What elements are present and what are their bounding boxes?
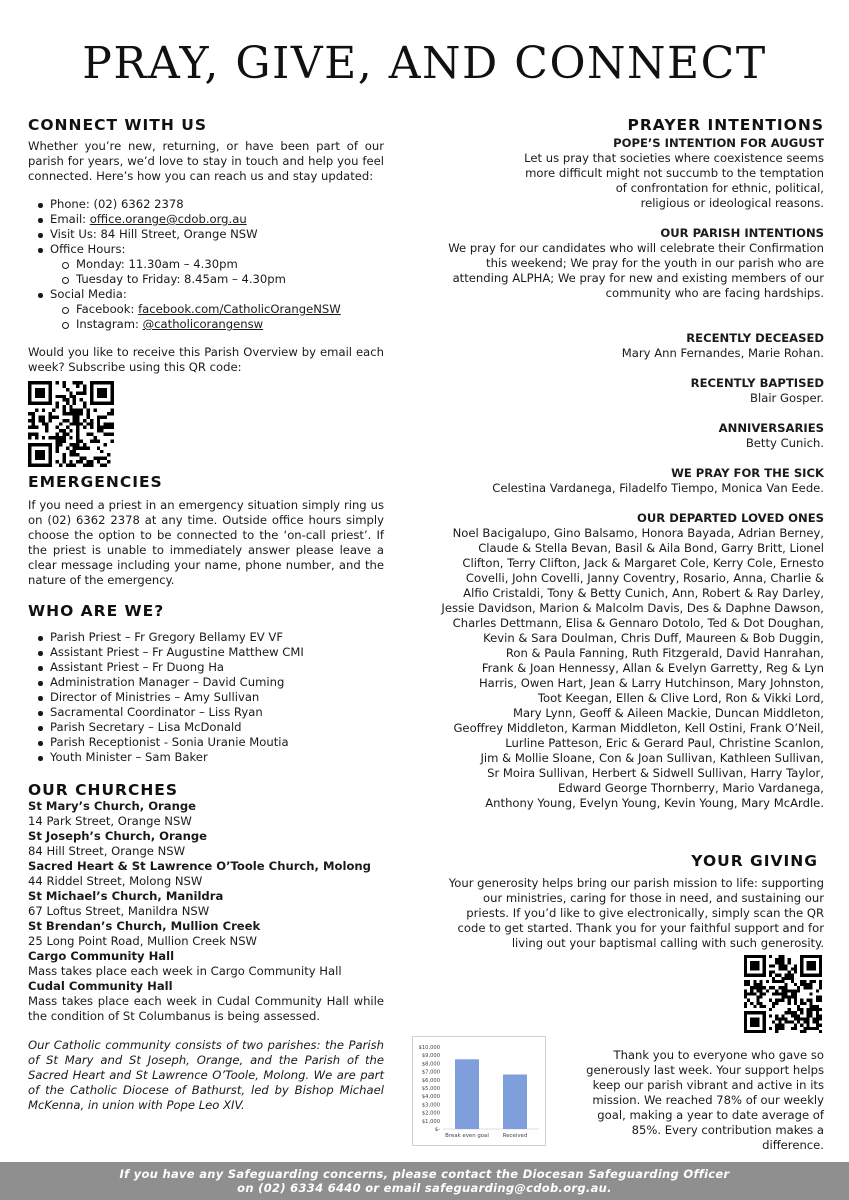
staff-item: Assistant Priest – Fr Duong Ha: [36, 660, 384, 675]
parish-line: We pray for our candidates who will celebrate their Confirmation: [448, 241, 824, 255]
departed-line: Noel Bacigalupo, Gino Balsamo, Honora Bayada, Adrian Berney,: [452, 526, 824, 540]
staff-list: [36, 630, 384, 765]
church-name: St Michael’s Church, Manildra: [28, 889, 224, 903]
giving-qr-code[interactable]: [744, 955, 822, 1033]
bar-received: [503, 1074, 527, 1129]
departed-line: Ron & Paula Fanning, Ruth Fitzgerald, David Hanrahan,: [505, 646, 824, 660]
emergencies-text: If you need a priest in an emergency situation simply ring us on (02) 6362 2378 at any time. Outside office hours simply choose the option to be connected to the ‘on-call priest’. If the priest is unable to immediately answer please leave a clear message including your name, phone number, and the nature of the emergency.: [28, 498, 384, 587]
pope-line: of confrontation for ethnic, political,: [615, 181, 824, 195]
safeguarding-footer: [0, 1162, 849, 1200]
staff-item: Parish Priest – Fr Gregory Bellamy EV VF: [36, 630, 384, 645]
y-tick-label: $1,000: [421, 1118, 440, 1125]
departed-line: Clifton, Terry Clifton, Jack & Margaret Cole, Kerry Cole, Ernesto: [462, 556, 824, 570]
facebook-label: Facebook:: [76, 302, 139, 316]
departed-line: Edward George Thornberry, Mario Vardanega,: [558, 781, 824, 795]
church-name: Cudal Community Hall: [28, 979, 173, 993]
instagram-link[interactable]: @catholicorangensw: [142, 317, 264, 331]
thanks-line: difference.: [762, 1138, 824, 1152]
anniversaries-heading: ANNIVERSARIES: [718, 421, 824, 435]
church-name: Cargo Community Hall: [28, 949, 175, 963]
departed-line: Lurline Patteson, Eric & Gerard Paul, Christine Scanlon,: [505, 736, 824, 750]
parish-line: community who are facing hardships.: [605, 286, 824, 300]
giving-line: priests. If you’d like to give electronically, simply scan the QR: [466, 906, 824, 920]
social-label: Social Media:: [50, 287, 127, 301]
departed-line: Mary Lynn, Geoff & Aileen Mackie, Duncan Middleton,: [512, 706, 824, 720]
left-column: [28, 116, 384, 1113]
hours-weekdays: Tuesday to Friday: 8.45am – 4.30pm: [58, 272, 384, 287]
staff-item: Assistant Priest – Fr Augustine Matthew CMI: [36, 645, 384, 660]
y-tick-label: $-: [434, 1127, 440, 1133]
pope-line: Let us pray that societies where coexistence seems: [524, 151, 824, 165]
thanks-line: generously last week. Your support helps: [586, 1063, 824, 1077]
departed-line: Kevin & Sara Doulman, Chris Duff, Maureen & Bob Duggin,: [483, 631, 824, 645]
churches-heading: OUR CHURCHES: [28, 781, 179, 799]
departed-line: Geoffrey Middleton, Karman Middleton, Kell Ostini, Frank O’Neil,: [453, 721, 824, 735]
instagram-label: Instagram:: [76, 317, 143, 331]
footer-line: on (02) 6334 6440 or email safeguarding@cdob.org.au.: [237, 1181, 612, 1195]
thanks-line: goal, making a year to date average of: [597, 1108, 824, 1122]
giving-section: [420, 852, 824, 951]
thanks-line: mission. We reached 78% of our weekly: [592, 1093, 824, 1107]
departed-line: Sr Moira Sullivan, Herbert & Sidwell Sullivan, Harry Taylor,: [487, 766, 824, 780]
staff-item: Youth Minister – Sam Baker: [36, 750, 384, 765]
departed-list: [420, 526, 824, 811]
giving-text: [420, 876, 824, 951]
thanks-section: [568, 1048, 824, 1153]
departed-line: Alfio Cristaldi, Tony & Betty Cunich, Ann, Robert & Ray Darley,: [463, 586, 824, 600]
church-name: St Brendan’s Church, Mullion Creek: [28, 919, 261, 933]
parish-intentions-heading: OUR PARISH INTENTIONS: [660, 226, 824, 240]
prayer-heading: PRAYER INTENTIONS: [627, 116, 824, 134]
y-tick-label: $4,000: [421, 1094, 440, 1101]
contact-email: [36, 212, 384, 227]
pope-line: religious or ideological reasons.: [640, 196, 824, 210]
giving-chart-svg: [413, 1037, 545, 1145]
y-tick-label: $7,000: [421, 1069, 440, 1076]
baptised-names: Blair Gosper.: [750, 391, 824, 405]
thanks-line: 85%. Every contribution makes a: [631, 1123, 824, 1137]
subscribe-text: Would you like to receive this Parish Overview by email each week? Subscribe using this QR code:: [28, 345, 384, 374]
bar-break-even-goal: [455, 1059, 479, 1129]
subscribe-qr-code[interactable]: [28, 381, 114, 467]
parish-line: this weekend; We pray for the youth in our parish who are: [486, 256, 824, 270]
church-detail: 84 Hill Street, Orange NSW: [28, 844, 186, 858]
contact-list: [36, 197, 384, 332]
baptised-heading: RECENTLY BAPTISED: [690, 376, 824, 390]
departed-line: Harris, Owen Hart, Jean & Larry Hutchinson, Mary Johnston,: [478, 676, 824, 690]
instagram-item: [58, 317, 384, 332]
departed-line: Covelli, John Covelli, Janny Coventry, Rosario, Anna, Charlie &: [465, 571, 824, 585]
giving-chart: [412, 1036, 546, 1146]
giving-line: living out your baptismal calling with such generosity.: [511, 936, 824, 950]
connect-intro: Whether you’re new, returning, or have been part of our parish for years, we’d love to stay in touch and help you feel connected. Here’s how you can reach us and stay updated:: [28, 139, 384, 183]
giving-line: our ministries, caring for those in need, and sustaining our: [483, 891, 824, 905]
facebook-item: [58, 302, 384, 317]
departed-line: Jessie Davidson, Marion & Malcolm Davis, Des & Daphne Dawson,: [441, 601, 824, 615]
parish-line: attending ALPHA; We pray for new and existing members of our: [452, 271, 824, 285]
page-title: PRAY, GIVE, AND CONNECT: [82, 38, 767, 89]
church-detail: 67 Loftus Street, Manildra NSW: [28, 904, 210, 918]
departed-heading: OUR DEPARTED LOVED ONES: [637, 511, 824, 525]
deceased-names: Mary Ann Fernandes, Marie Rohan.: [621, 346, 824, 360]
thanks-line: Thank you to everyone who gave so: [613, 1048, 824, 1062]
departed-line: Anthony Young, Evelyn Young, Kevin Young, Mary McArdle.: [485, 796, 824, 810]
y-tick-label: $9,000: [421, 1053, 440, 1060]
church-list: [28, 799, 384, 1024]
x-tick-label: Received: [502, 1133, 528, 1139]
staff-item: Director of Ministries – Amy Sullivan: [36, 690, 384, 705]
church-detail: Mass takes place each week in Cargo Community Hall: [28, 964, 342, 978]
footer-line: If you have any Safeguarding concerns, please contact the Diocesan Safeguarding Officer: [119, 1167, 730, 1181]
right-column: [420, 116, 824, 811]
staff-item: Parish Secretary – Lisa McDonald: [36, 720, 384, 735]
emergencies-heading: EMERGENCIES: [28, 473, 163, 491]
church-name: St Joseph’s Church, Orange: [28, 829, 207, 843]
office-hours-label: Office Hours:: [50, 242, 126, 256]
staff-item: Administration Manager – David Cuming: [36, 675, 384, 690]
deceased-heading: RECENTLY DECEASED: [686, 331, 824, 345]
church-name: Sacred Heart & St Lawrence O’Toole Church, Molong: [28, 859, 371, 873]
staff-item: Parish Receptionist - Sonia Uranie Moutia: [36, 735, 384, 750]
who-heading: WHO ARE WE?: [28, 602, 165, 620]
giving-line: Your generosity helps bring our parish mission to life: supporting: [448, 876, 824, 890]
departed-line: Jim & Mollie Sloane, Con & Joan Sullivan, Kathleen Sullivan,: [480, 751, 824, 765]
x-tick-label: Break even goal: [445, 1133, 489, 1139]
email-link[interactable]: office.orange@cdob.org.au: [89, 212, 247, 226]
giving-line: code to get started. Thank you for your faithful support and for: [457, 921, 824, 935]
departed-line: Frank & Joan Hennessy, Allan & Evelyn Garretty, Reg & Lyn: [481, 661, 824, 675]
departed-line: Toot Keegan, Ellen & Clive Lord, Ron & Vikki Lord,: [537, 691, 824, 705]
email-label: Email:: [50, 212, 90, 226]
y-tick-label: $6,000: [421, 1077, 440, 1084]
departed-line: Claude & Stella Bevan, Basil & Aila Bond, Garry Britt, Lionel: [478, 541, 824, 555]
giving-heading: YOUR GIVING: [691, 852, 818, 870]
contact-phone: Phone: (02) 6362 2378: [36, 197, 384, 212]
church-detail: Mass takes place each week in Cudal Community Hall while the condition of St Columbanus is being assessed.: [28, 994, 384, 1023]
facebook-link[interactable]: facebook.com/CatholicOrangeNSW: [138, 302, 341, 316]
church-detail: 25 Long Point Road, Mullion Creek NSW: [28, 934, 258, 948]
church-detail: 14 Park Street, Orange NSW: [28, 814, 192, 828]
contact-office-hours: [36, 242, 384, 287]
connect-heading: CONNECT WITH US: [28, 116, 207, 134]
y-tick-label: $3,000: [421, 1102, 440, 1109]
y-tick-label: $5,000: [421, 1086, 440, 1092]
thanks-line: keep our parish vibrant and active in its: [592, 1078, 824, 1092]
sick-heading: WE PRAY FOR THE SICK: [671, 466, 824, 480]
departed-line: Charles Dettmann, Elisa & Gennaro Dotolo, Ted & Dot Doughan,: [452, 616, 824, 630]
pope-intention-heading: POPE’S INTENTION FOR AUGUST: [613, 136, 824, 150]
y-tick-label: $10,000: [418, 1045, 440, 1051]
staff-item: Sacramental Coordinator – Liss Ryan: [36, 705, 384, 720]
sick-names: Celestina Vardanega, Filadelfo Tiempo, Monica Van Eede.: [492, 481, 824, 495]
church-name: St Mary’s Church, Orange: [28, 799, 197, 813]
pope-line: more difficult might not succumb to the temptation: [525, 166, 824, 180]
contact-social: [36, 287, 384, 332]
anniversaries-names: Betty Cunich.: [745, 436, 824, 450]
y-tick-label: $2,000: [421, 1110, 440, 1117]
y-tick-label: $8,000: [421, 1061, 440, 1068]
community-note: Our Catholic community consists of two parishes: the Parish of St Mary and St Joseph, Orange, and the Parish of the Sacred Heart and St Lawrence O’Toole, Molong. We are part of the Catholic Diocese of Bathurst, led by Bishop Michael McKenna, in union with Pope Leo XIV.: [28, 1038, 384, 1112]
hours-monday: Monday: 11.30am – 4.30pm: [58, 257, 384, 272]
contact-visit: Visit Us: 84 Hill Street, Orange NSW: [36, 227, 384, 242]
church-detail: 44 Riddel Street, Molong NSW: [28, 874, 203, 888]
